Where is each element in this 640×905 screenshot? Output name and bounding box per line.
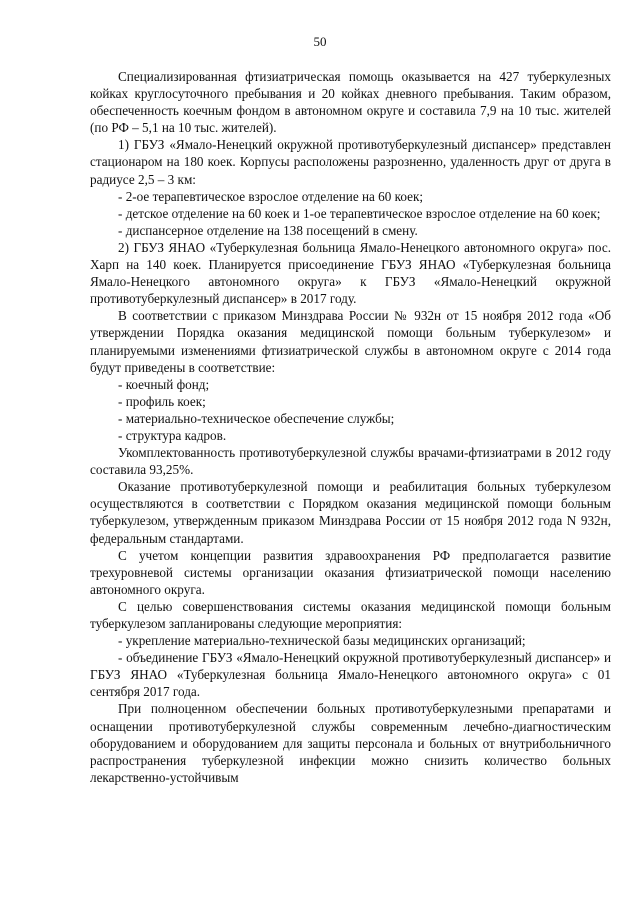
list-item: - материально-техническое обеспечение службы; (118, 410, 395, 426)
list-item: - коечный фонд; (118, 376, 210, 392)
list-item: - укрепление материально-технической базы медицинских организаций; (118, 633, 526, 649)
document-body (90, 68, 611, 786)
paragraph: 1) ГБУЗ «Ямало-Ненецкий окружной противотуберкулезный диспансер» представлен стационаром на 180 коек. Корпусы расположены разрозненно, удаленность друг от друга в радиусе 2,5 – 3 км: (90, 137, 611, 187)
paragraph: В соответствии с приказом Минздрава России № 932н от 15 ноября 2012 года «Об утверждении Порядка оказания медицинской помощи больным туберкулезом» и планируемыми изменениями фтизиатрической службы в автономном округе с 2014 года будут приведены в соответствие: (90, 308, 611, 375)
list-item: - структура кадров. (118, 427, 227, 443)
paragraph: При полноценном обеспечении больных противотуберкулезными препаратами и оснащении противотуберкулезной службы современным лечебно-диагностическим оборудованием и оборудованием для защиты персонала и больных от внутрибольничного распространения туберкулезной инфекции можно снизить количество больных лекарственно-устойчивым (90, 701, 611, 785)
paragraph: 2) ГБУЗ ЯНАО «Туберкулезная больница Ямало-Ненецкого автономного округа» пос. Харп на 140 коек. Планируется присоединение ГБУЗ ЯНАО «Туберкулезная больница Ямало-Ненецкого автономного округа» к ГБУЗ «Ямало-Ненецкий окружной противотуберкулезный диспансер» в 2017 году. (90, 239, 611, 307)
list-item: - объединение ГБУЗ «Ямало-Ненецкий окружной противотуберкулезный диспансер» и ГБУЗ ЯНАО «Туберкулезная больница Ямало-Ненецкого автономного округа» с 01 сентября 2017 года. (90, 650, 611, 700)
paragraph: Специализированная фтизиатрическая помощь оказывается на 427 туберкулезных койках круглосуточного пребывания и 20 койках дневного пребывания. Таким образом, обеспеченность коечным фондом в автономном округе и составила 7,9 на 10 тыс. жителей (по РФ – 5,1 на 10 тыс. жителей). (90, 69, 611, 136)
page-number: 50 (313, 34, 327, 49)
paragraph: С целью совершенствования системы оказания медицинской помощи больным туберкулезом запланированы следующие мероприятия: (90, 598, 611, 631)
list-item: - профиль коек; (118, 393, 206, 409)
paragraph: С учетом концепции развития здравоохранения РФ предполагается развитие трехуровневой системы организации оказания фтизиатрической помощи населению автономного округа. (90, 547, 611, 597)
list-item: - диспансерное отделение на 138 посещений в смену. (118, 222, 418, 238)
paragraph: Оказание противотуберкулезной помощи и реабилитация больных туберкулезом осуществляются в соответствии с Порядком оказания медицинской помощи больным туберкулезом, утвержденным приказом Минздрава России от 15 ноября 2012 года N 932н, федеральным стандартами. (90, 479, 611, 546)
paragraph: Укомплектованность противотуберкулезной службы врачами-фтизиатрами в 2012 году составила 93,25%. (90, 445, 611, 478)
list-item: - детское отделение на 60 коек и 1-ое терапевтическое взрослое отделение на 60 коек; (118, 205, 601, 221)
list-item: - 2-ое терапевтическое взрослое отделение на 60 коек; (118, 188, 424, 204)
